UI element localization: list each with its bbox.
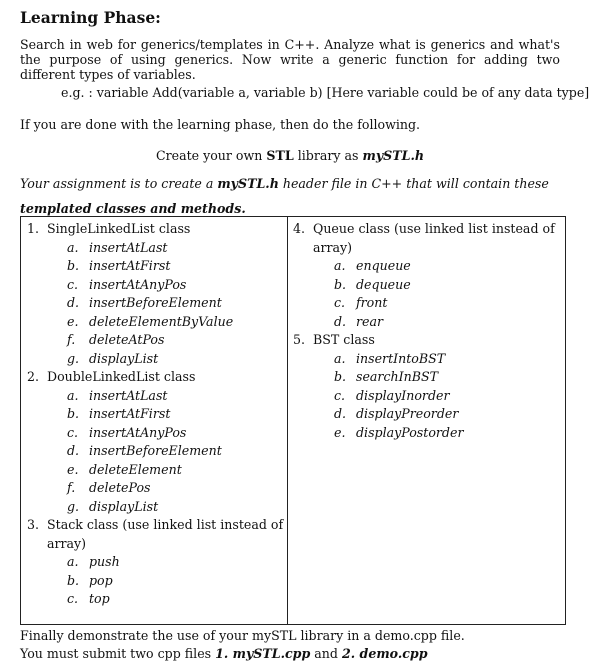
method-item: [27, 479, 285, 498]
method-item: [293, 424, 561, 443]
intro-paragraph: Search in web for generics/templates in C++. Analyze what is generics and what's the purpose of using generics. Now write a generic function for adding two different types of variables.: [20, 37, 560, 82]
method-letter: c.: [334, 295, 346, 310]
method-letter: f.: [67, 332, 76, 347]
assignment-bold-end: templated classes and methods.: [20, 201, 246, 216]
method-item: [27, 498, 285, 517]
method-name: searchInBST: [356, 369, 438, 384]
method-letter: b.: [67, 572, 80, 588]
method-letter: c.: [67, 424, 79, 440]
method-name: deleteAtPos: [89, 332, 165, 347]
class-name: DoubleLinkedList class: [47, 369, 196, 384]
method-letter: e.: [67, 461, 79, 477]
class-name: Stack class (use linked list instead of array): [47, 517, 284, 551]
method-letter: f.: [67, 480, 76, 495]
method-item: [27, 276, 285, 295]
method-item: [27, 553, 285, 572]
class-name: Queue class (use linked list instead of array): [313, 221, 555, 255]
method-name: deleteElement: [89, 461, 182, 477]
class-number: 3.: [27, 517, 40, 532]
stl-title-bold: STL: [266, 148, 294, 163]
column-divider: [287, 217, 288, 624]
method-letter: a.: [67, 239, 79, 255]
assignment-pre: Your assignment is to create a: [20, 176, 218, 191]
method-name: rear: [356, 313, 384, 329]
method-item: [27, 424, 285, 443]
method-letter: e.: [334, 424, 346, 440]
class-number: 5.: [293, 332, 306, 347]
method-name: insertAtLast: [89, 387, 168, 403]
method-item: [27, 294, 285, 313]
class-entry: [27, 516, 285, 553]
class-entry: [27, 220, 285, 239]
method-letter: d.: [67, 295, 80, 310]
method-name: enqueue: [356, 258, 411, 273]
method-name: insertAtAnyPos: [89, 424, 187, 440]
example-line: e.g. : variable Add(variable a, variable b) [Here variable could be of any data type]: [61, 85, 590, 100]
method-name: displayList: [89, 350, 159, 366]
method-name: pop: [89, 572, 113, 588]
footer-file-2: 2. demo.cpp: [341, 646, 428, 661]
method-name: insertIntoBST: [356, 350, 446, 366]
stl-title-file: mySTL.h: [362, 148, 425, 163]
footer-line-2-pre: You must submit two cpp files: [20, 646, 216, 661]
method-item: [27, 461, 285, 480]
method-item: [27, 590, 285, 609]
method-item: [27, 331, 285, 350]
method-letter: c.: [67, 276, 79, 292]
method-letter: b.: [67, 406, 80, 421]
stl-title-mid: library as: [293, 148, 363, 163]
method-item: [293, 405, 561, 424]
method-letter: a.: [67, 387, 79, 403]
method-name: push: [89, 554, 120, 569]
class-number: 1.: [27, 221, 40, 236]
method-item: [27, 313, 285, 332]
method-item: [293, 350, 561, 369]
footer-line-1: Finally demonstrate the use of your mySTL library in a demo.cpp file.: [20, 628, 465, 643]
method-name: front: [356, 295, 388, 310]
class-entry: [293, 331, 561, 350]
instruction-paragraph: If you are done with the learning phase, then do the following.: [20, 117, 421, 132]
method-item: [27, 572, 285, 591]
classes-table: [20, 216, 566, 625]
method-letter: b.: [334, 276, 347, 292]
method-name: displayList: [89, 498, 159, 514]
method-letter: b.: [67, 258, 80, 273]
class-entry: [27, 368, 285, 387]
method-letter: d.: [334, 406, 347, 421]
method-item: [293, 313, 561, 332]
method-letter: g.: [67, 498, 80, 514]
method-item: [293, 257, 561, 276]
footer: [20, 627, 580, 663]
method-name: deletePos: [89, 480, 151, 495]
class-number: 4.: [293, 221, 306, 236]
method-letter: g.: [67, 350, 80, 366]
method-item: [27, 257, 285, 276]
method-item: [27, 405, 285, 424]
method-item: [293, 368, 561, 387]
method-letter: d.: [334, 313, 347, 329]
method-name: insertAtFirst: [89, 406, 171, 421]
method-item: [293, 294, 561, 313]
method-name: dequeue: [356, 276, 411, 292]
method-letter: a.: [67, 554, 79, 569]
method-name: deleteElementByValue: [89, 313, 234, 329]
method-name: insertAtFirst: [89, 258, 171, 273]
method-item: [293, 387, 561, 406]
class-number: 2.: [27, 369, 40, 384]
method-letter: c.: [334, 387, 346, 403]
method-name: insertBeforeElement: [89, 295, 222, 310]
right-column: [293, 220, 561, 442]
method-letter: a.: [334, 350, 346, 366]
stl-title-line: [20, 148, 560, 163]
method-letter: e.: [67, 313, 79, 329]
method-name: top: [89, 591, 110, 606]
assignment-mid: header file in C++ that will contain these: [278, 176, 549, 191]
footer-line-2: [20, 645, 580, 663]
assignment-file: mySTL.h: [217, 176, 279, 191]
class-name: BST class: [313, 332, 375, 347]
method-item: [293, 276, 561, 295]
class-entry: [293, 220, 561, 257]
method-letter: b.: [334, 369, 347, 384]
method-item: [27, 239, 285, 258]
method-name: insertBeforeElement: [89, 443, 222, 458]
method-letter: d.: [67, 443, 80, 458]
stl-title-pre: Create your own: [155, 148, 267, 163]
page-heading: Learning Phase:: [20, 8, 161, 27]
class-name: SingleLinkedList class: [47, 221, 191, 236]
footer-file-1: 1. mySTL.cpp: [215, 646, 311, 661]
method-name: insertAtAnyPos: [89, 276, 187, 292]
method-item: [27, 350, 285, 369]
footer-and: and: [310, 646, 342, 661]
method-name: displayInorder: [356, 387, 450, 403]
method-letter: a.: [334, 258, 346, 273]
assignment-paragraph: [20, 171, 565, 221]
method-letter: c.: [67, 591, 79, 606]
left-column: [27, 220, 285, 609]
method-name: displayPreorder: [356, 406, 459, 421]
method-name: displayPostorder: [356, 424, 464, 440]
method-item: [27, 387, 285, 406]
method-name: insertAtLast: [89, 239, 168, 255]
method-item: [27, 442, 285, 461]
